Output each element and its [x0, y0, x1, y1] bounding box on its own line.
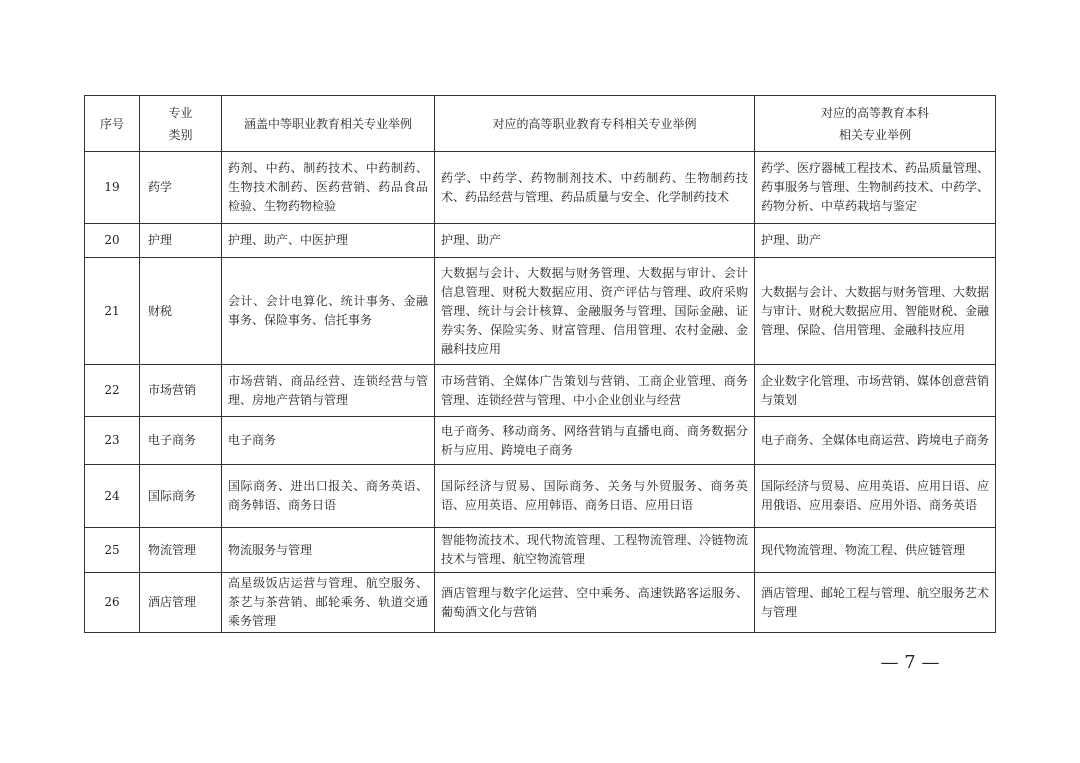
row-index: 24: [85, 465, 140, 528]
row-index: 21: [85, 258, 140, 365]
row-index: 20: [85, 224, 140, 258]
header-undergraduate: 对应的高等教育本科 相关专业举例: [755, 96, 996, 152]
row-vocational: 电子商务、移动商务、网络营销与直播电商、商务数据分析与应用、跨境电子商务: [435, 417, 755, 465]
row-secondary: 会计、会计电算化、统计事务、金融事务、保险事务、信托事务: [222, 258, 435, 365]
row-vocational: 药学、中药学、药物制剂技术、中药制药、生物制药技术、药品经营与管理、药品质量与安全、化学制药技术: [435, 152, 755, 224]
row-index: 22: [85, 365, 140, 417]
page-number: — 7 —: [880, 652, 940, 673]
row-secondary: 护理、助产、中医护理: [222, 224, 435, 258]
header-index: 序号: [85, 96, 140, 152]
row-secondary: 市场营销、商品经营、连锁经营与管理、房地产营销与管理: [222, 365, 435, 417]
row-undergraduate: 现代物流管理、物流工程、供应链管理: [755, 528, 996, 573]
row-index: 26: [85, 573, 140, 633]
row-secondary: 物流服务与管理: [222, 528, 435, 573]
row-category: 护理: [140, 224, 222, 258]
header-secondary: 涵盖中等职业教育相关专业举例: [222, 96, 435, 152]
table-header-row: [85, 96, 996, 152]
row-category: 酒店管理: [140, 573, 222, 633]
row-undergraduate: 大数据与会计、大数据与财务管理、大数据与审计、财税大数据应用、智能财税、金融管理、保险、信用管理、金融科技应用: [755, 258, 996, 365]
row-vocational: 酒店管理与数字化运营、空中乘务、高速铁路客运服务、葡萄酒文化与营销: [435, 573, 755, 633]
header-category: 专业 类别: [140, 96, 222, 152]
table-row: [85, 152, 996, 224]
major-table: [84, 95, 996, 633]
row-category: 市场营销: [140, 365, 222, 417]
table-row: [85, 365, 996, 417]
row-undergraduate: 电子商务、全媒体电商运营、跨境电子商务: [755, 417, 996, 465]
row-secondary: 高星级饭店运营与管理、航空服务、茶艺与茶营销、邮轮乘务、轨道交通乘务管理: [222, 573, 435, 633]
table-row: [85, 258, 996, 365]
row-index: 19: [85, 152, 140, 224]
row-index: 23: [85, 417, 140, 465]
row-vocational: 智能物流技术、现代物流管理、工程物流管理、冷链物流技术与管理、航空物流管理: [435, 528, 755, 573]
row-undergraduate: 药学、医疗器械工程技术、药品质量管理、药事服务与管理、生物制药技术、中药学、药物分析、中草药栽培与鉴定: [755, 152, 996, 224]
table-row: [85, 224, 996, 258]
row-undergraduate: 国际经济与贸易、应用英语、应用日语、应用俄语、应用泰语、应用外语、商务英语: [755, 465, 996, 528]
row-index: 25: [85, 528, 140, 573]
row-category: 物流管理: [140, 528, 222, 573]
row-category: 电子商务: [140, 417, 222, 465]
table-row: [85, 573, 996, 633]
table-row: [85, 465, 996, 528]
header-vocational: 对应的高等职业教育专科相关专业举例: [435, 96, 755, 152]
row-vocational: 国际经济与贸易、国际商务、关务与外贸服务、商务英语、应用英语、应用韩语、商务日语、应用日语: [435, 465, 755, 528]
row-secondary: 国际商务、进出口报关、商务英语、商务韩语、商务日语: [222, 465, 435, 528]
row-undergraduate: 护理、助产: [755, 224, 996, 258]
row-undergraduate: 企业数字化管理、市场营销、媒体创意营销与策划: [755, 365, 996, 417]
table-row: [85, 528, 996, 573]
row-vocational: 大数据与会计、大数据与财务管理、大数据与审计、会计信息管理、财税大数据应用、资产评估与管理、政府采购管理、统计与会计核算、金融服务与管理、国际金融、证券实务、保险实务、财富管理、信用管理、农村金融、金融科技应用: [435, 258, 755, 365]
table-row: [85, 417, 996, 465]
row-category: 药学: [140, 152, 222, 224]
row-undergraduate: 酒店管理、邮轮工程与管理、航空服务艺术与管理: [755, 573, 996, 633]
row-category: 财税: [140, 258, 222, 365]
row-secondary: 电子商务: [222, 417, 435, 465]
row-category: 国际商务: [140, 465, 222, 528]
row-secondary: 药剂、中药、制药技术、中药制药、生物技术制药、医药营销、药品食品检验、生物药物检验: [222, 152, 435, 224]
row-vocational: 市场营销、全媒体广告策划与营销、工商企业管理、商务管理、连锁经营与管理、中小企业创业与经营: [435, 365, 755, 417]
row-vocational: 护理、助产: [435, 224, 755, 258]
